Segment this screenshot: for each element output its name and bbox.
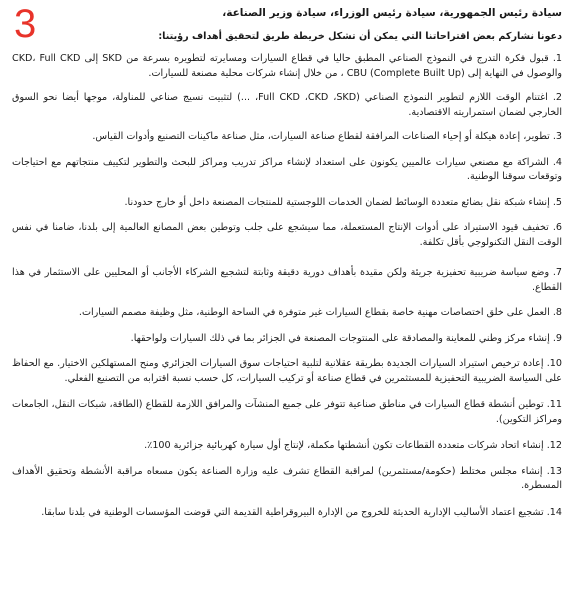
proposal-number: 9. (552, 332, 562, 344)
proposal-item-9 (12, 332, 562, 347)
proposal-item-14 (12, 506, 562, 521)
intro-paragraph: دعونا نشاركم بعض اقتراحاتنا التي يمكن أن تشكل خريطة طريق لتحقيق أهداف رؤيتنا: (158, 31, 562, 42)
proposal-item-2 (12, 91, 562, 120)
proposal-number: 6. (552, 222, 562, 233)
proposal-text: تطوير، إعادة هيكلة أو إحياء الصناعات المرافقة لقطاع صناعة السيارات، مثل صناعة ماكينات التصنيع وأدوات القياس. (92, 131, 550, 142)
proposal-number: 5. (552, 196, 562, 208)
proposal-text: تخفيف قيود الاستيراد على أدوات الإنتاج المستعملة، مما سيشجع على جلب وتوطين بعض المصانع العالمية إلى بلدنا، ضامنا في نفس الوقت النقل التكنولوجي بأقل تكلفة. (12, 222, 562, 248)
proposal-number: 10. (546, 358, 562, 369)
proposal-list (12, 52, 562, 520)
proposal-item-6 (12, 221, 562, 250)
proposal-text: إنشاء شبكة نقل بضائع متعددة الوسائط لضمان الخدمات اللوجستية للمنتجات المصنعة داخل أو خارج حدودنا. (124, 196, 550, 208)
proposal-text: توطين أنشطة قطاع السيارات في مناطق صناعية تتوفر على جميع المنشآت والمرافق اللازمة للقطاع (الطاقة، شبكات النقل، الجامعات ومراكز التكوين). (12, 399, 562, 425)
proposal-item-7 (12, 266, 562, 295)
proposal-text: إنشاء اتحاد شركات متعددة القطاعات تكون أنشطتها مكملة، لإنتاج أول سيارة كهربائية جزائرية 100٪. (144, 440, 544, 451)
proposal-text: إنشاء مركز وطني للمعاينة والمصادقة على المنتوجات المصنعة في الجزائر بما في ذلك السيارات ولواحقها. (130, 332, 550, 344)
proposal-number: 2. (552, 92, 562, 103)
proposal-text: العمل على خلق اختصاصات مهنية خاصة بقطاع السيارات غير متوفرة في الساحة الوطنية، مثل وظيفة مصمم السيارات. (78, 307, 550, 318)
proposal-item-3 (12, 130, 562, 145)
proposal-number: 4. (552, 156, 562, 168)
proposal-text: إنشاء مجلس مختلط (حكومة/مستثمرين) لمراقبة القطاع تشرف عليه وزارة الصناعة يكون مسعاه مراقبة الأنشطة وتحقيق الأهداف المسطرة. (12, 465, 562, 491)
proposal-text: إعادة ترخيص استيراد السيارات الجديدة بطريقة عقلانية لتلبية احتياجات سوق السيارات الجزائري ومنح المستهلكين الاختيار. مع الحفاظ على السياسة الضريبية التحفيزية للمستثمرين في قطاع صناعة أو تركيب السيارات، كل حسب نسبة اقترابه من التصنيع الفعلي. (12, 358, 562, 384)
page-number: 3 (14, 2, 37, 46)
proposal-number: 11. (546, 399, 562, 410)
proposal-item-12 (12, 439, 562, 454)
proposal-item-11 (12, 398, 562, 427)
proposal-number: 14. (546, 506, 562, 518)
proposal-item-13 (12, 465, 562, 494)
proposal-text: تشجيع اعتماد الأساليب الإدارية الحديثة للخروج من الإدارة البيروقراطية القديمة التي قوضت المؤسسات الوطنية في بلدنا سابقا. (41, 506, 544, 518)
proposal-number: 8. (552, 307, 562, 318)
proposal-text: الشراكة مع مصنعي سيارات عالميين يكونون على استعداد لإنشاء مراكز تدريب ومراكز للبحث والتطوير لتكييف منتجاتهم مع احتياجات وتوقعات سوقنا الوطنية. (12, 156, 562, 182)
proposal-item-8 (12, 306, 562, 321)
proposal-number: 1. (552, 53, 562, 64)
proposal-text: وضع سياسة ضريبية تحفيزية جريئة ولكن مقيدة بأهداف دورية دقيقة وثابتة لتشجيع الشركاء الأجانب أو المحليين على الاستثمار في هذا القطاع. (12, 267, 562, 293)
proposal-number: 13. (546, 465, 562, 477)
proposal-number: 7. (552, 267, 562, 278)
proposal-item-10 (12, 357, 562, 386)
proposal-text: قبول فكرة التدرج في النموذج الصناعي المطبق حاليا في قطاع السيارات ومسايرته لتطويره بسرعة من SKD إلى CKD، Full CKD والوصول في النهاية إلى CBU (Complete Built Up) ، من خلال إنشاء شركات محلية مصنعة للسيارات. (12, 53, 562, 79)
proposal-text: اغتنام الوقت اللازم لتطوير النموذج الصناعي (Full CKD ،CKD ،SKD، ...) لتثبيت نسيج صناعي للمناولة، موجها أيضا نحو السوق الخارجي لضمان استمراريته الاقتصادية. (12, 92, 562, 118)
proposal-number: 12. (546, 440, 562, 451)
document-heading: سيادة رئيس الجمهورية، سيادة رئيس الوزراء، سيادة وزير الصناعة، (222, 7, 562, 19)
proposal-item-5 (12, 196, 562, 211)
proposal-item-1 (12, 52, 562, 81)
proposal-item-4 (12, 156, 562, 185)
proposal-number: 3. (552, 131, 562, 142)
